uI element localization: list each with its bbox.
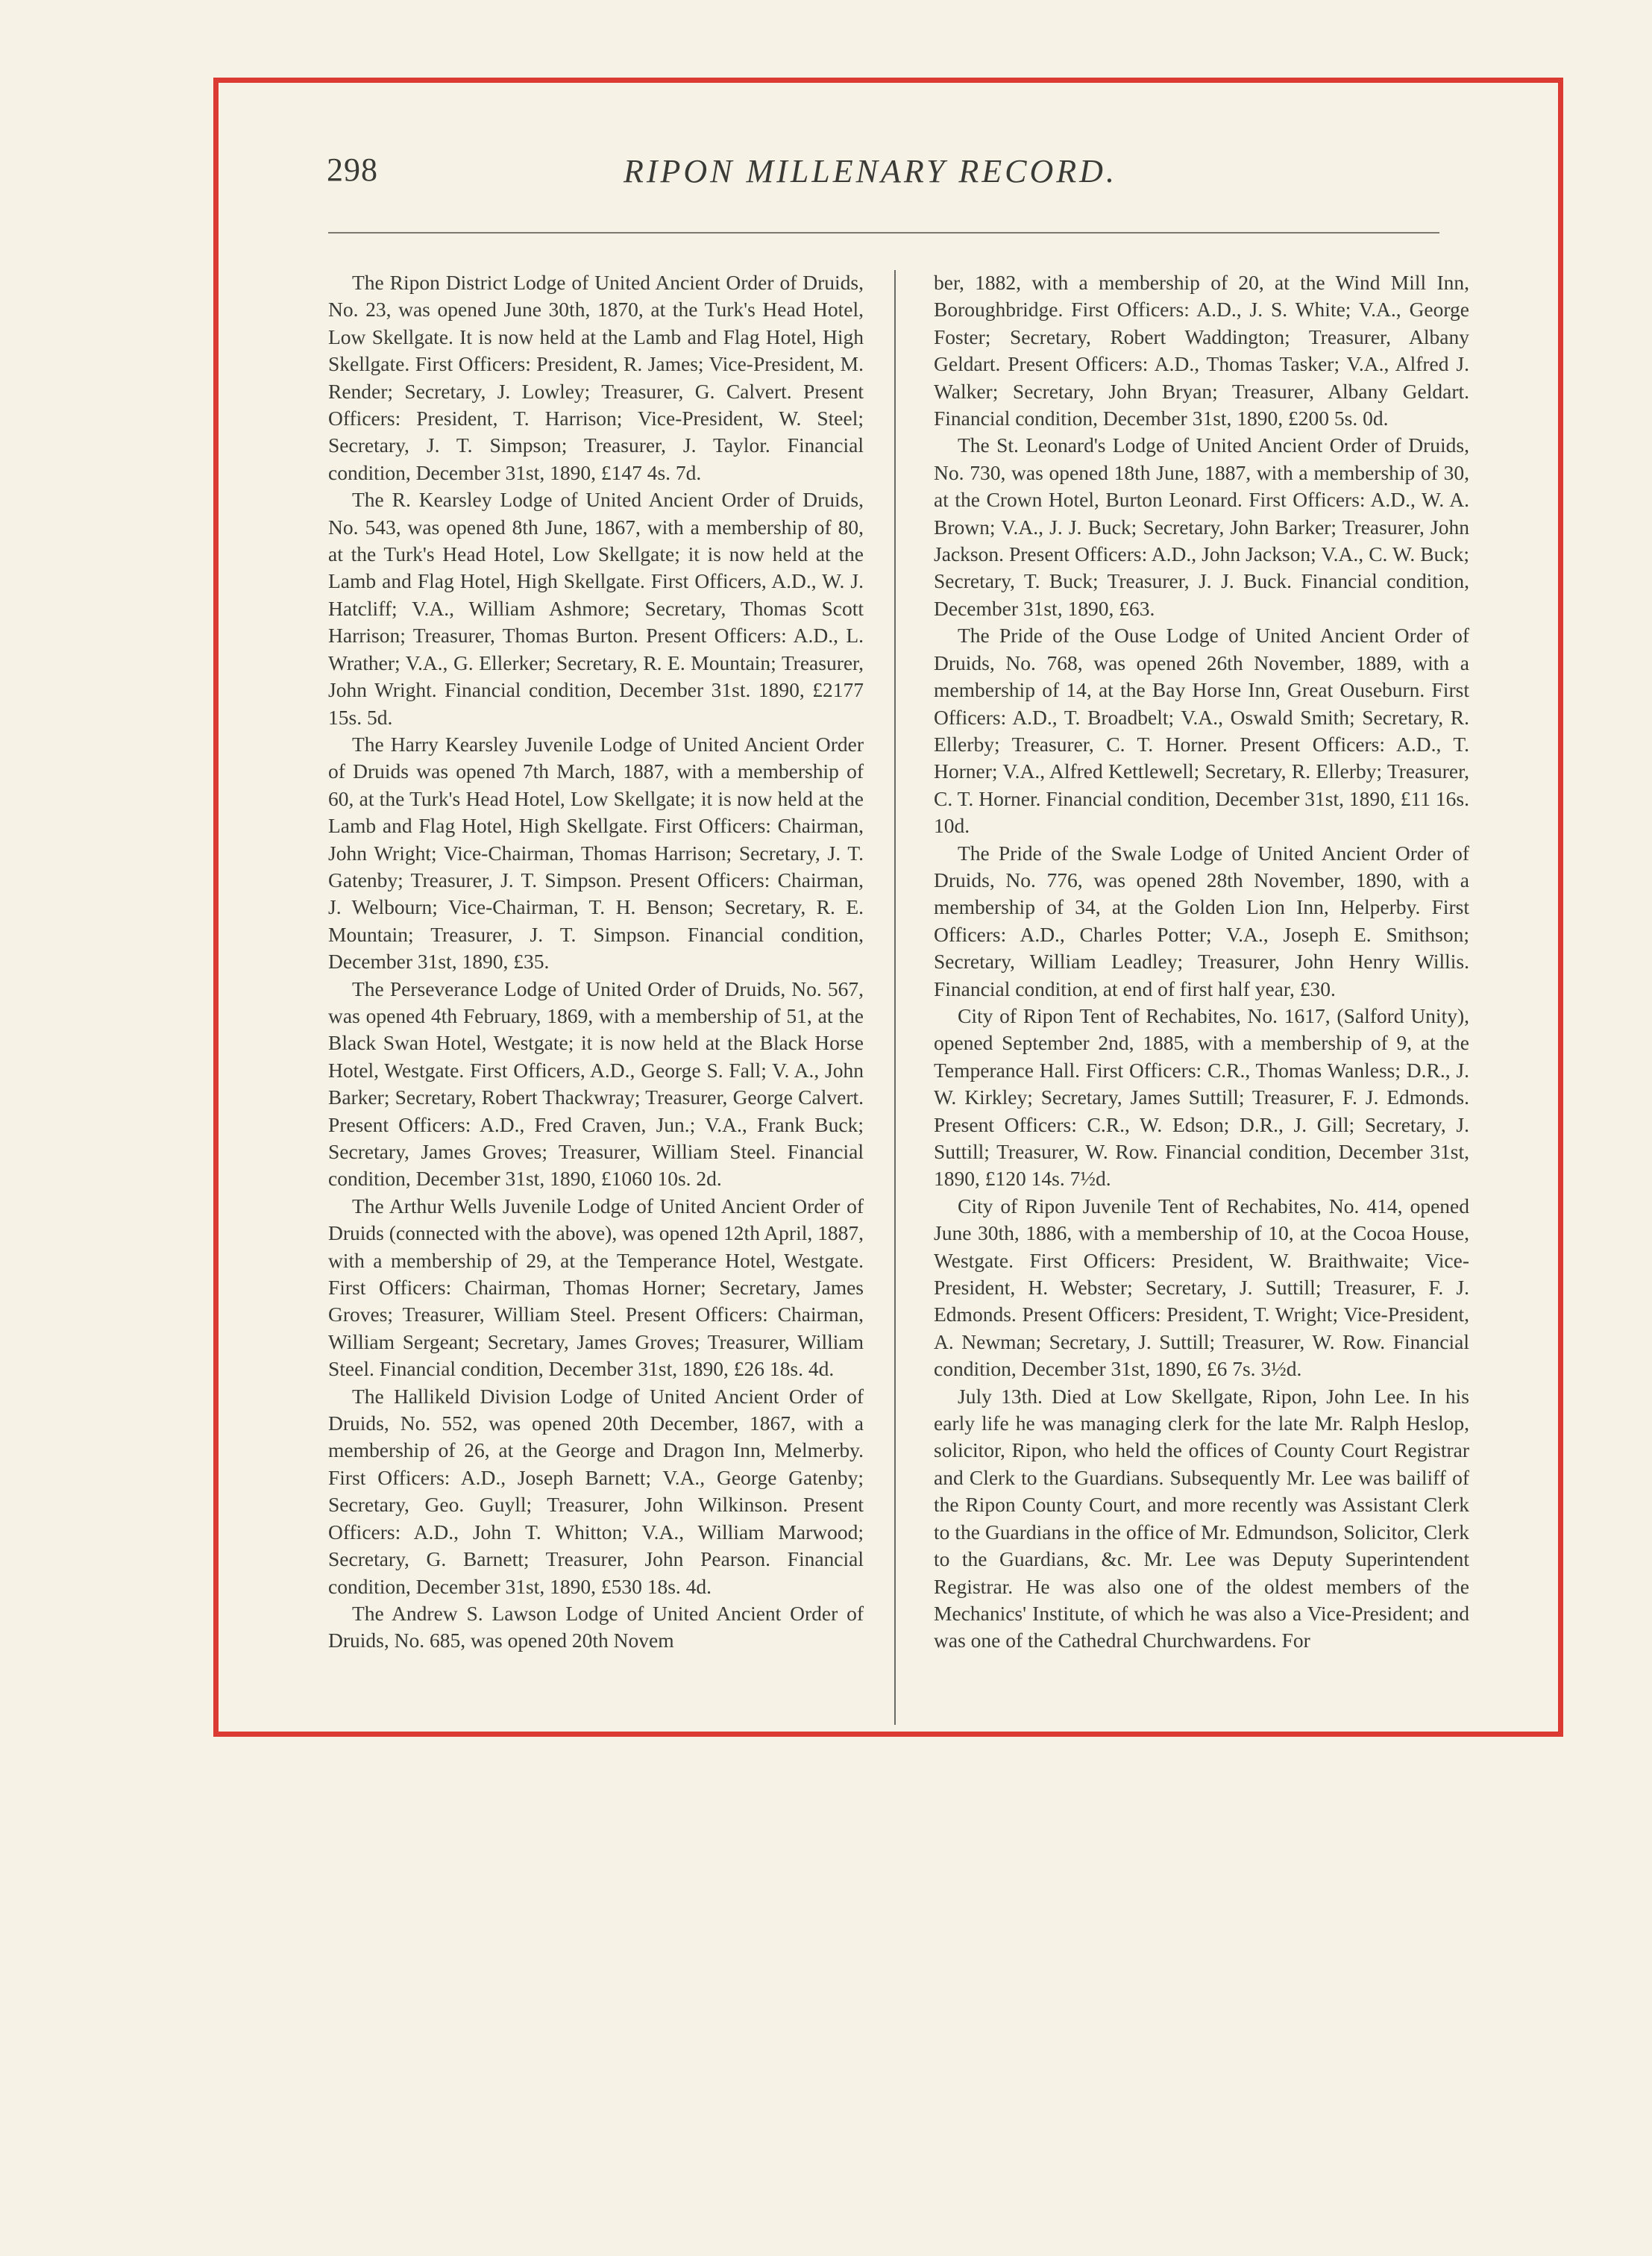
running-title: RIPON MILLENARY RECORD. bbox=[624, 153, 1117, 189]
paragraph-pride-of-the-ouse-lodge: The Pride of the Ouse Lodge of United Ancient Order of Druids, No. 768, was opened 26th November, 1889, with a membership of 14, at the Bay Horse Inn, Great Ouseburn. First Officers: A.D., T. Broadbelt; V.A., Oswald Smith; Secretary, R. Ellerby; Treasurer, C. T. Horner. Present Officers: A.D., T. Horner; V.A., Alfred Kettlewell; Secretary, R. Ellerby; Treasurer, C. T. Horner. Financial condition, December 31st, 1890, £11 16s. 10d. bbox=[934, 624, 1469, 838]
paragraph-andrew-lawson-lodge-continued: ber, 1882, with a membership of 20, at the Wind Mill Inn, Boroughbridge. First Officers: A.D., J. S. White; V.A., George Foster; Secretary, Robert Waddington; Treasurer, Albany Geldart. Present Officers: A.D., Thomas Tasker; V.A., Alfred J. Walker; Secretary, John Bryan; Treasurer, Albany Geldart. Financial condition, December 31st, 1890, £200 5s. 0d. bbox=[934, 271, 1469, 430]
paragraph-andrew-lawson-lodge: The Andrew S. Lawson Lodge of United Ancient Order of Druids, No. 685, was opened 20th Novem bbox=[328, 1601, 864, 1652]
paragraph-death-of-john-lee: July 13th. Died at Low Skellgate, Ripon, John Lee. In his early life he was managing clerk for the late Mr. Ralph Heslop, solicitor, Ripon, who held the offices of County Court Registrar and Clerk to the Guardians. Subsequently Mr. Lee was bailiff of the Ripon County Court, and more recently was Assistant Clerk to the Guardians in the office of Mr. Edmundson, Solicitor, Clerk to the Guardians, &c. Mr. Lee was Deputy Superintendent Registrar. He was also one of the oldest members of the Mechanics' Institute, of which he was also a Vice-President; and was one of the Cathedral Churchwardens. For bbox=[934, 1384, 1469, 1652]
paragraph-pride-of-the-swale-lodge: The Pride of the Swale Lodge of United Ancient Order of Druids, No. 776, was opened 28th November, 1890, with a membership of 34, at the Golden Lion Inn, Helperby. First Officers: A.D., Charles Potter; V.A., Joseph E. Smithson; Secretary, William Leadley; Treasurer, John Henry Willis. Financial condition, at end of first half year, £30. bbox=[934, 841, 1469, 1000]
paragraph-arthur-wells-juvenile-lodge: The Arthur Wells Juvenile Lodge of United Ancient Order of Druids (connected with the above), was opened 12th April, 1887, with a membership of 29, at the Temperance Hotel, Westgate. First Officers: Chairman, Thomas Horner; Secretary, James Groves; Treasurer, William Steel. Present Officers: Chairman, William Sergeant; Secretary, James Groves; Treasurer, William Steel. Financial condition, December 31st, 1890, £26 18s. 4d. bbox=[328, 1194, 864, 1381]
page-number: 298 bbox=[327, 151, 378, 188]
left-column bbox=[328, 269, 864, 1655]
right-column bbox=[934, 269, 1469, 1655]
paragraph-ripon-district-lodge: The Ripon District Lodge of United Ancient Order of Druids, No. 23, was opened June 30th, 1870, at the Turk's Head Hotel, Low Skellgate. It is now held at the Lamb and Flag Hotel, High Skellgate. First Officers: President, R. James; Vice-President, M. Render; Secretary, J. Lowley; Treasurer, G. Calvert. Present Officers: President, T. Harrison; Vice-President, W. Steel; Secretary, J. T. Simpson; Treasurer, J. Taylor. Financial condition, December 31st, 1890, £147 4s. 7d. bbox=[328, 271, 864, 484]
paragraph-ripon-juvenile-tent: City of Ripon Juvenile Tent of Rechabites, No. 414, opened June 30th, 1886, with a membership of 10, at the Cocoa House, Westgate. First Officers: President, W. Braithwaite; Vice-President, H. Webster; Secretary, J. Suttill; Treasurer, F. J. Edmonds. Present Officers: President, T. Wright; Vice-President, A. Newman; Secretary, J. Suttill; Treasurer, W. Row. Financial condition, December 31st, 1890, £6 7s. 3½d. bbox=[934, 1194, 1469, 1381]
paragraph-ripon-tent-of-rechabites: City of Ripon Tent of Rechabites, No. 1617, (Salford Unity), opened September 2nd, 1885, with a membership of 9, at the Temperance Hall. First Officers: C.R., Thomas Wanless; D.R., J. W. Kirkley; Secretary, James Suttill; Treasurer, F. J. Edmonds. Present Officers: C.R., W. Edson; D.R., J. Gill; Secretary, J. Suttill; Treasurer, W. Row. Financial condition, December 31st, 1890, £120 14s. 7½d. bbox=[934, 1003, 1469, 1191]
header-rule bbox=[328, 232, 1439, 234]
paragraph-harry-kearsley-juvenile-lodge: The Harry Kearsley Juvenile Lodge of United Ancient Order of Druids was opened 7th March, 1887, with a membership of 60, at the Turk's Head Hotel, Low Skellgate; it is now held at the Lamb and Flag Hotel, High Skellgate. First Officers: Chairman, John Wright; Vice-Chairman, Thomas Harrison; Secretary, J. T. Gatenby; Treasurer, J. T. Simpson. Present Officers: Chairman, J. Welbourn; Vice-Chairman, T. H. Benson; Secretary, R. E. Mountain; Treasurer, J. T. Simpson. Financial condition, December 31st, 1890, £35. bbox=[328, 732, 864, 974]
paragraph-hallikeld-division-lodge: The Hallikeld Division Lodge of United Ancient Order of Druids, No. 552, was opened 20th December, 1867, with a membership of 26, at the George and Dragon Inn, Melmerby. First Officers: A.D., Joseph Barnett; V.A., George Gatenby; Secretary, Geo. Guyll; Treasurer, John Wilkinson. Present Officers: A.D., John T. Whitton; V.A., William Marwood; Secretary, G. Barnett; Treasurer, John Pearson. Financial condition, December 31st, 1890, £530 18s. 4d. bbox=[328, 1384, 864, 1598]
paragraph-r-kearsley-lodge: The R. Kearsley Lodge of United Ancient Order of Druids, No. 543, was opened 8th June, 1867, with a membership of 80, at the Turk's Head Hotel, Low Skellgate; it is now held at the Lamb and Flag Hotel, High Skellgate. First Officers, A.D., W. J. Hatcliff; V.A., William Ashmore; Secretary, Thomas Scott Harrison; Treasurer, Thomas Burton. Present Officers: A.D., L. Wrather; V.A., G. Ellerker; Secretary, R. E. Mountain; Treasurer, John Wright. Financial condition, December 31st. 1890, £2177 15s. 5d. bbox=[328, 488, 864, 729]
paragraph-perseverance-lodge: The Perseverance Lodge of United Order of Druids, No. 567, was opened 4th February, 1869, with a membership of 51, at the Black Swan Hotel, Westgate; it is now held at the Black Horse Hotel, Westgate. First Officers, A.D., George S. Fall; V. A., John Barker; Secretary, Robert Thackwray; Treasurer, George Calvert. Present Officers: A.D., Fred Craven, Jun.; V.A., Frank Buck; Secretary, James Groves; Treasurer, William Steel. Financial condition, December 31st, 1890, £1060 10s. 2d. bbox=[328, 977, 864, 1191]
paragraph-st-leonards-lodge: The St. Leonard's Lodge of United Ancient Order of Druids, No. 730, was opened 18th June, 1887, with a membership of 30, at the Crown Hotel, Burton Leonard. First Officers: A.D., W. A. Brown; V.A., J. J. Buck; Secretary, John Barker; Treasurer, John Jackson. Present Officers: A.D., John Jackson; V.A., C. W. Buck; Secretary, T. Buck; Treasurer, J. J. Buck. Financial condition, December 31st, 1890, £63. bbox=[934, 433, 1469, 620]
column-divider bbox=[894, 270, 896, 1725]
